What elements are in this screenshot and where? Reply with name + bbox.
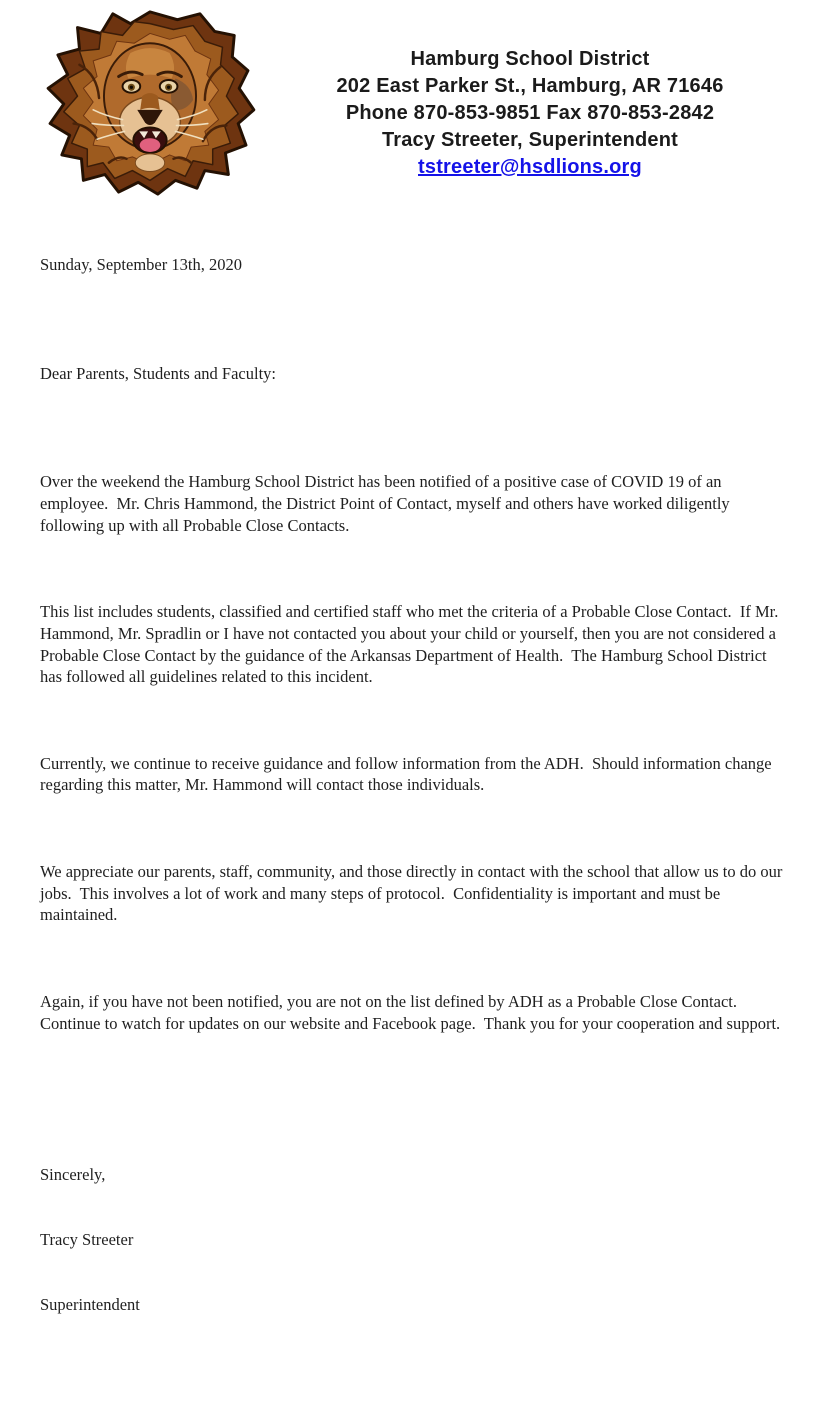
salutation: Dear Parents, Students and Faculty: [40,363,276,383]
email-link[interactable]: tstreeter@hsdlions.org [418,156,642,178]
district-address: 202 East Parker St., Hamburg, AR 71646 [336,75,724,97]
email-line [262,154,798,181]
signature-title: Superintendent [40,1294,140,1314]
closing: Sincerely, [40,1165,106,1185]
letterhead-text [262,46,798,181]
letter-body [40,198,790,1402]
letter-paragraph: Over the weekend the Hamburg School District has been notified of a positive case of COVID 19 of an employee. Mr. Chris Hammond, the District Point of Contact, myself and others have worked diligently following up with all Probable Close Contacts. [40,472,734,535]
district-phone-fax: Phone 870-853-9851 Fax 870-853-2842 [345,102,715,124]
letter-paragraph: Again, if you have not been notified, you are not on the list defined by ADH as a Probable Close Contact. Continue to watch for updates on our website and Facebook page. Thank you for your cooperation and support. [40,992,781,1033]
letterhead [0,0,828,198]
superintendent-line: Tracy Streeter, Superintendent [381,129,679,151]
signature-name: Tracy Streeter [40,1230,134,1250]
letter-paragraph: We appreciate our parents, staff, community, and those directly in contact with the school that allow us to do our jobs. This involves a lot of work and many steps of protocol. Confidentiality is important and must be maintained. [40,862,787,925]
lion-logo [38,6,262,198]
district-name: Hamburg School District [410,48,650,70]
lion-icon [38,6,262,198]
letter-paragraph: Currently, we continue to receive guidance and follow information from the ADH. Should information change regarding this matter, Mr. Hammond will contact those individuals. [40,753,776,795]
letter-paragraph: This list includes students, classified and certified staff who met the criteria of a Probable Close Contact. If Mr. Hammond, Mr. Spradlin or I have not contacted you about your child or yourself, then you are not considered a Probable Close Contact by the guidance of the Arkansas Department of Health. The Hamburg School District has followed all guidelines related to this incident. [40,602,783,687]
date-line: Sunday, September 13th, 2020 [40,255,242,275]
closing-block [40,1121,790,1359]
